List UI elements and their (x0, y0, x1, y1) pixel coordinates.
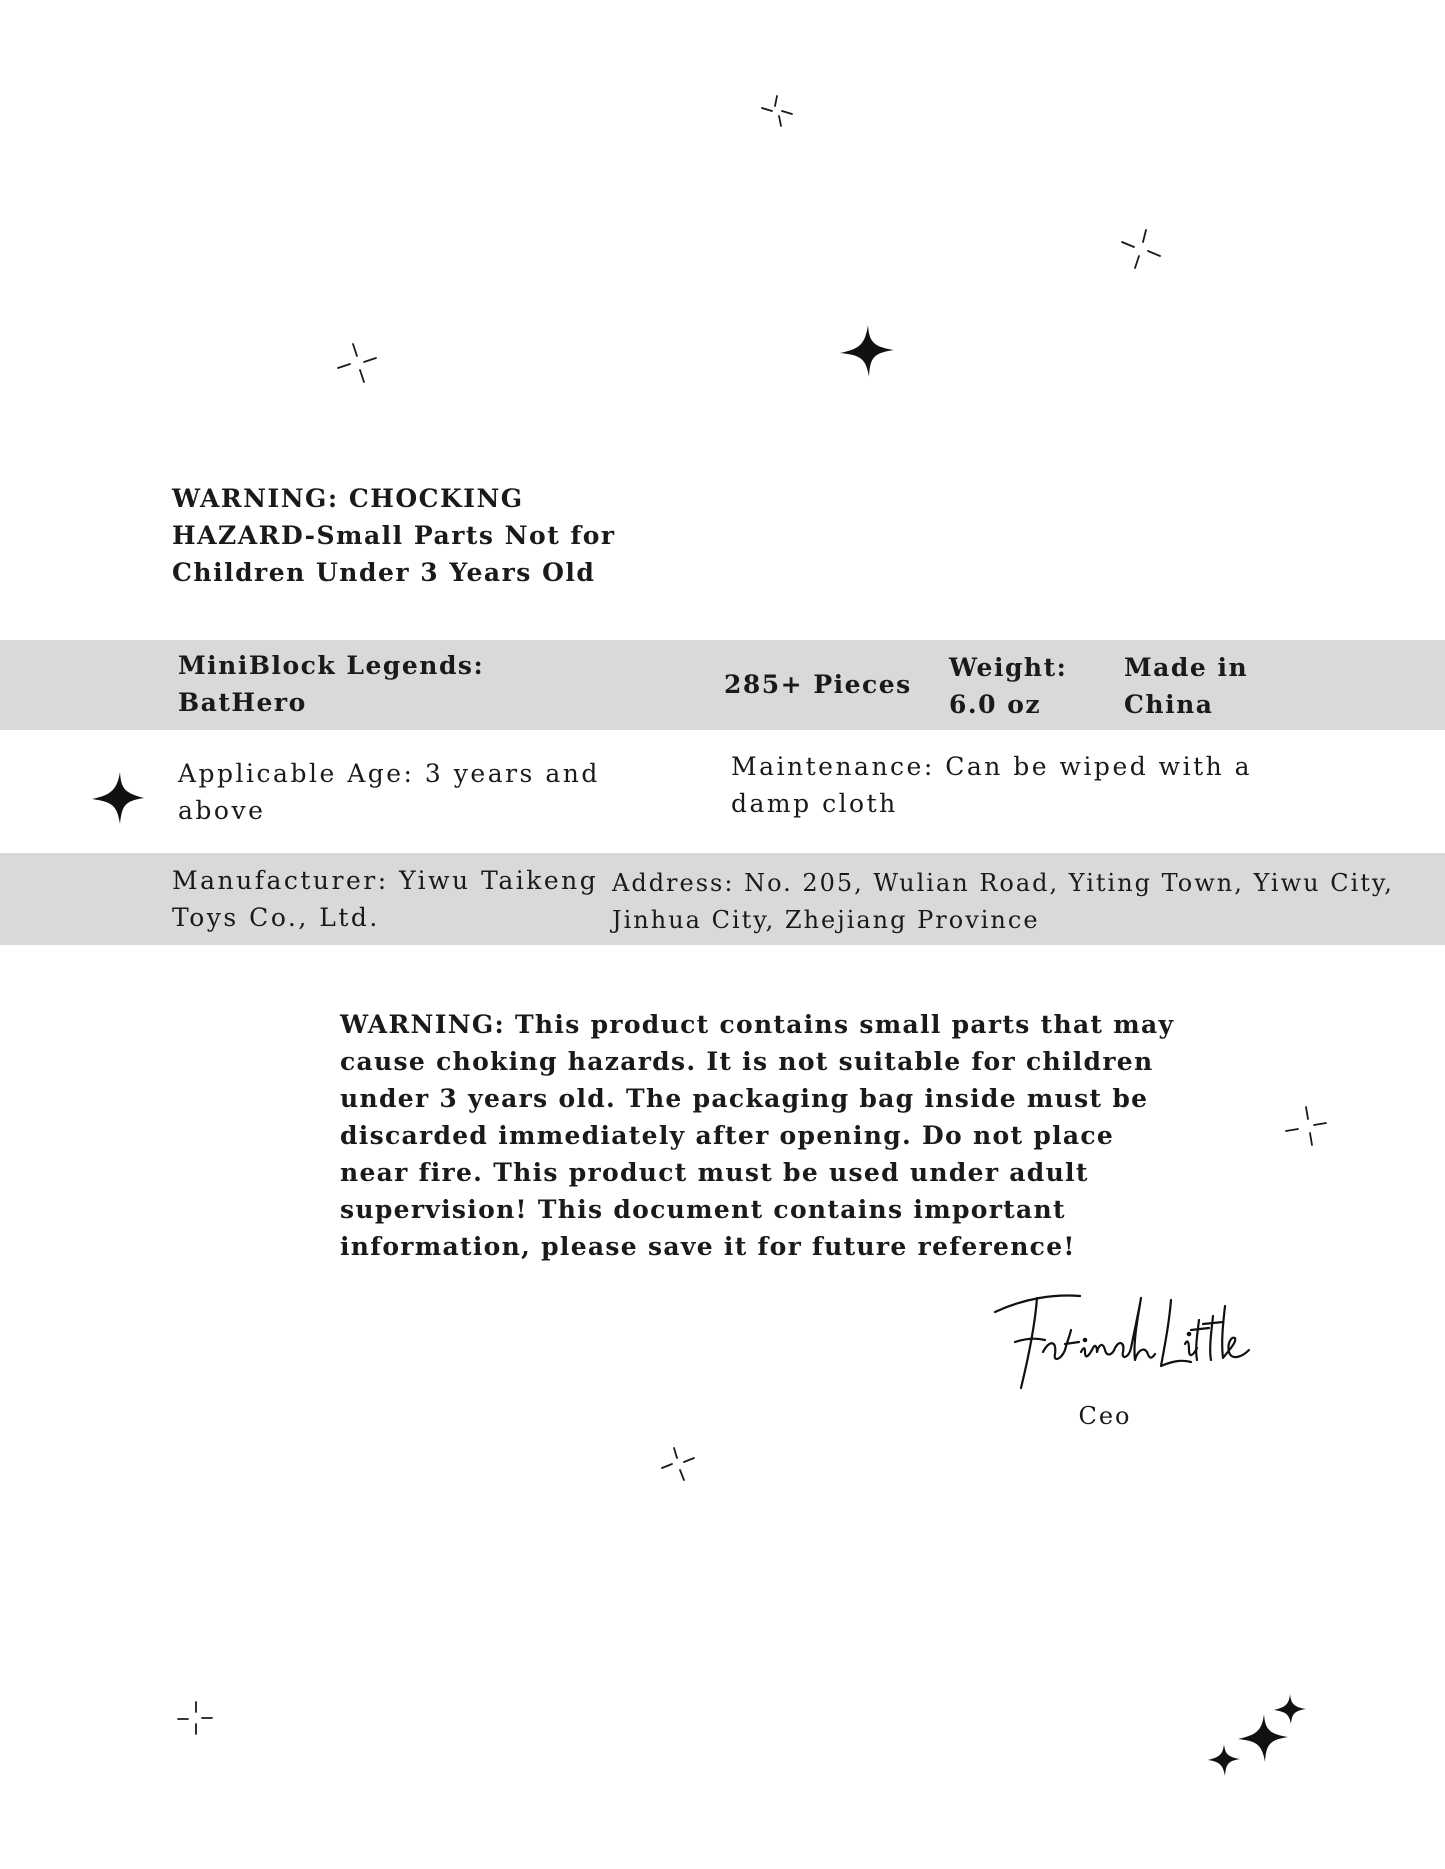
sparkle-icon (1284, 1105, 1328, 1149)
address-line2: Jinhua City, Zhejiang Province (612, 906, 1040, 934)
sparkle-icon (758, 92, 796, 130)
address (612, 865, 1394, 939)
signer-title: Ceo (1078, 1402, 1132, 1430)
weight-label: Weight: (949, 653, 1068, 682)
signature-name: Fatimah Little (985, 1280, 993, 1281)
piece-count: 285+ Pieces (724, 670, 912, 699)
age-line2: above (178, 796, 266, 825)
address-line1: Address: No. 205, Wulian Road, Yiting Town, Yiwu City, (612, 869, 1394, 897)
hazard-heading: WARNING: CHOCKING HAZARD-Small Parts Not for Children Under 3 Years Old (172, 484, 616, 587)
manufacturer-line1: Manufacturer: Yiwu Taikeng (172, 866, 599, 895)
product-name-line1: MiniBlock Legends: (178, 651, 485, 680)
sparkle-icon (336, 342, 380, 386)
manufacturer (172, 862, 598, 936)
product-name-line2: BatHero (178, 688, 307, 717)
product-name (178, 647, 484, 721)
signature (985, 1280, 1265, 1400)
four-point-star-icon (92, 772, 144, 824)
manufacturer-line2: Toys Co., Ltd. (172, 903, 380, 932)
four-point-star-icon (1204, 1694, 1318, 1789)
sparkle-icon (176, 1700, 214, 1738)
applicable-age (178, 755, 600, 829)
four-point-star-icon (838, 325, 894, 377)
sparkle-icon (1120, 228, 1164, 272)
origin-line1: Made in (1124, 653, 1249, 682)
maintenance-line2: damp cloth (731, 789, 898, 818)
origin (1124, 649, 1248, 723)
age-line1: Applicable Age: 3 years and (178, 759, 600, 788)
weight (949, 649, 1067, 723)
maintenance-line1: Maintenance: Can be wiped with a (731, 752, 1253, 781)
safety-warning-paragraph: WARNING: This product contains small parts that may cause choking hazards. It is not suitable for children under 3 years old. The packaging bag inside must be discarded immediately after opening. Do not place near fire. This product must be used under adult supervision! This document contains important information, please save it for future reference! (340, 1010, 1175, 1261)
weight-value: 6.0 oz (949, 690, 1042, 719)
sparkle-icon (660, 1446, 698, 1484)
origin-line2: China (1124, 690, 1214, 719)
maintenance (731, 748, 1252, 822)
